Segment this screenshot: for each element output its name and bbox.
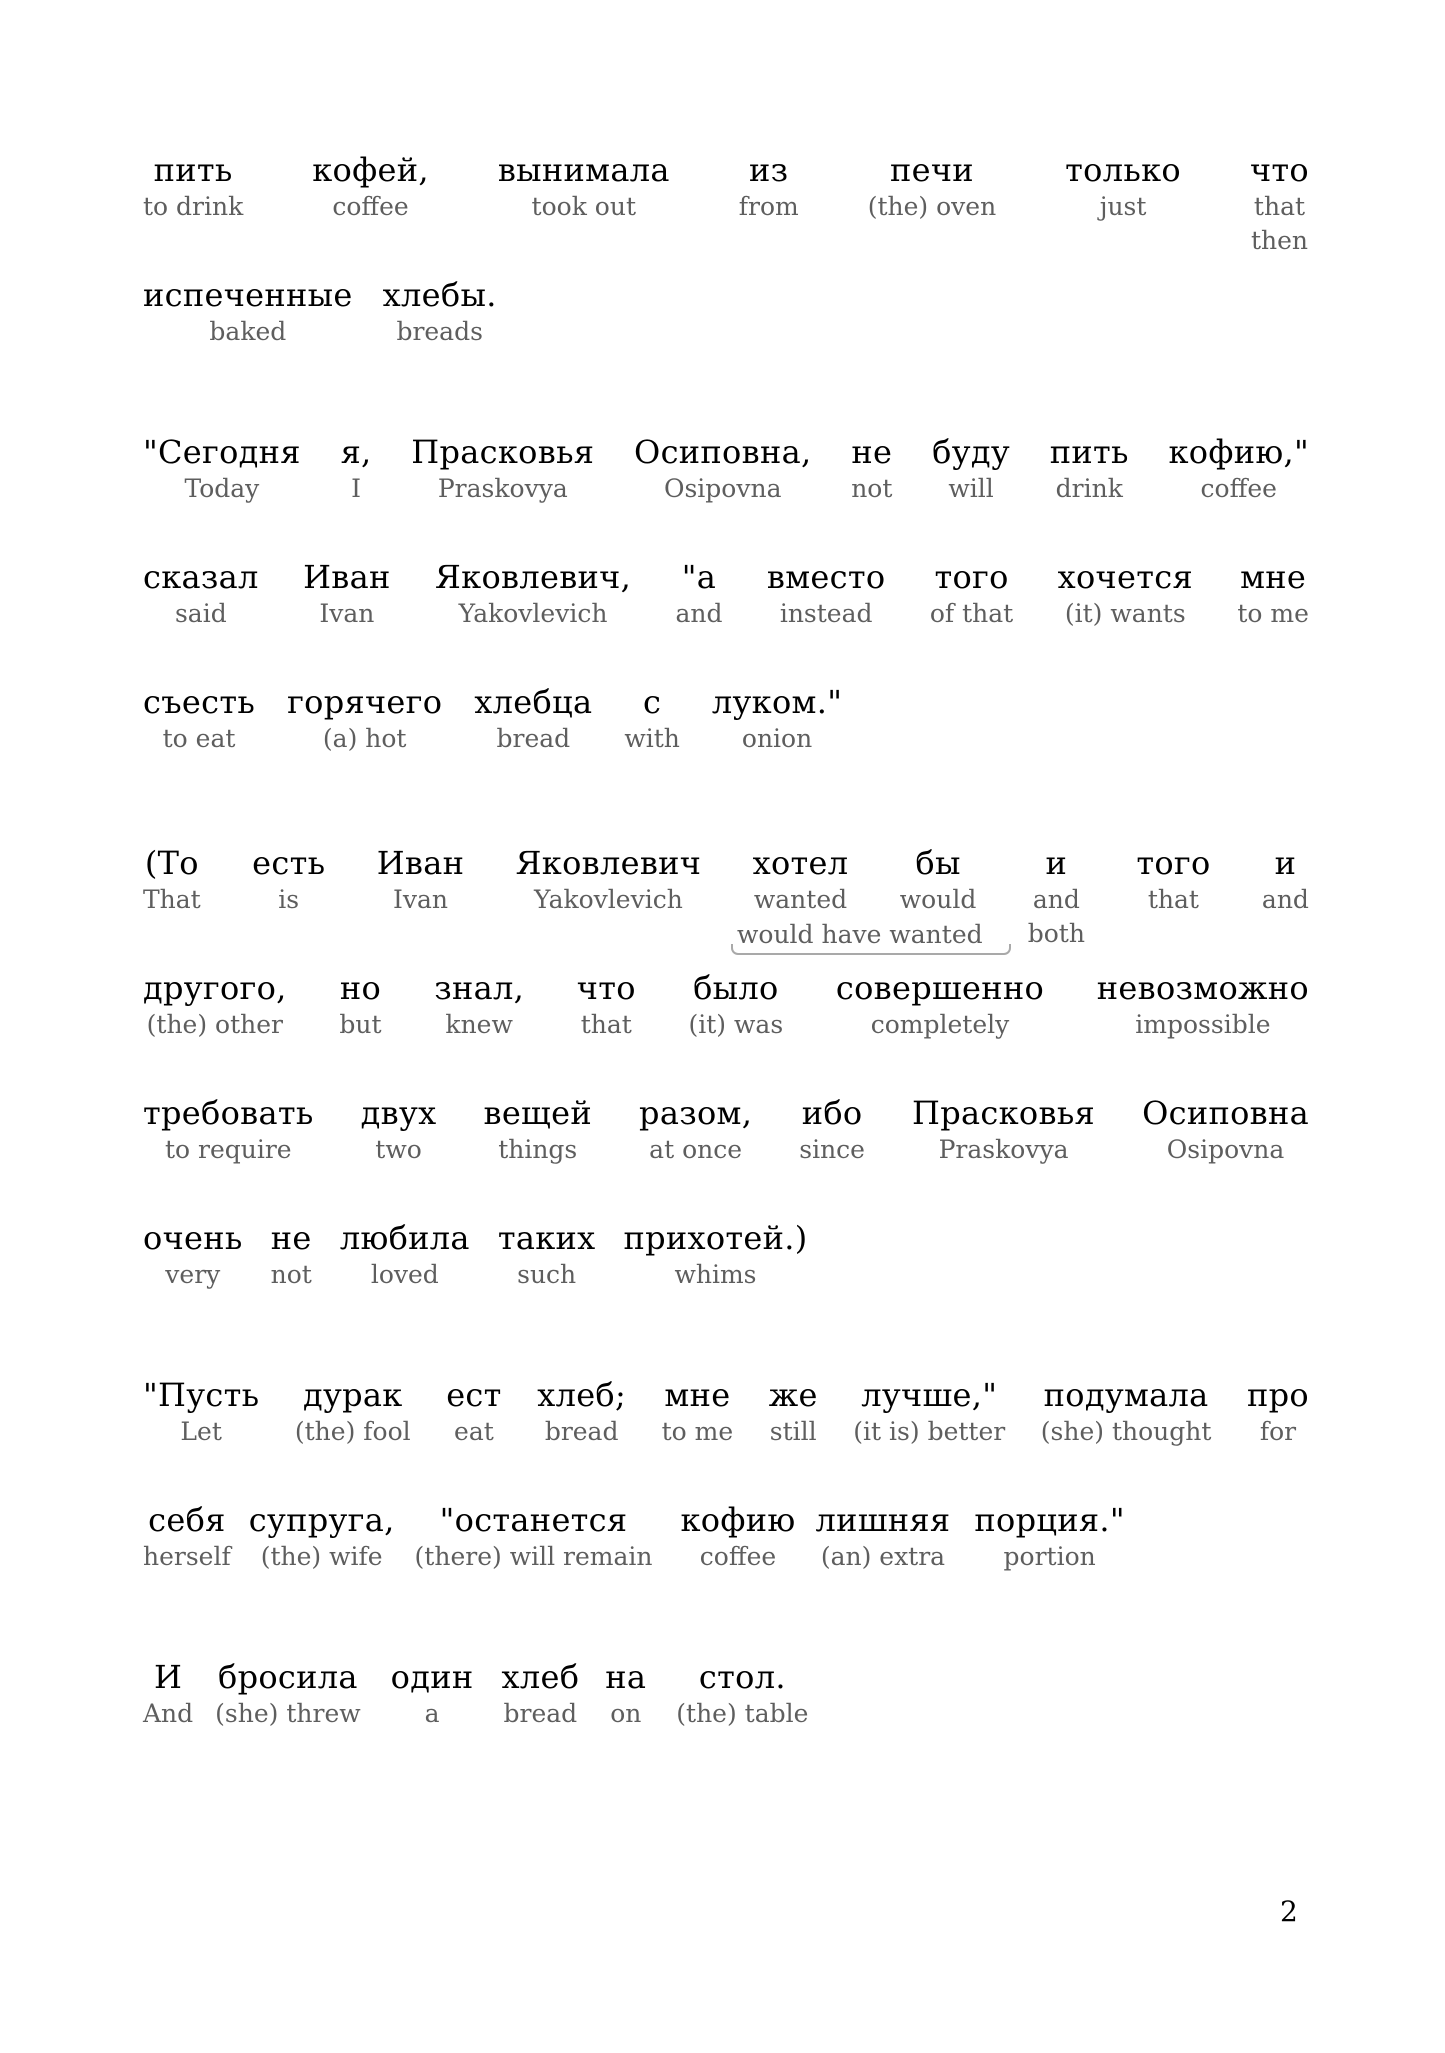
russian-word: испеченные <box>143 276 353 314</box>
text-line <box>143 682 1309 756</box>
word-pair <box>868 150 996 224</box>
word-pair <box>680 1500 795 1574</box>
russian-word: кофей, <box>312 151 429 189</box>
english-gloss: at once <box>649 1135 743 1164</box>
english-gloss: such <box>517 1260 577 1289</box>
word-pair <box>689 968 784 1042</box>
word-pair <box>1169 432 1310 506</box>
english-gloss: Yakovlevich <box>458 599 608 628</box>
english-gloss: bread <box>496 724 571 753</box>
text-line <box>143 843 1309 951</box>
word-pair <box>143 275 353 349</box>
russian-word: из <box>749 151 789 189</box>
russian-word: Прасковья <box>912 1094 1096 1132</box>
russian-word: печи <box>889 151 974 189</box>
word-pair <box>634 432 811 506</box>
russian-word: бы <box>915 844 961 882</box>
word-pair <box>383 275 497 349</box>
word-pair <box>295 1375 411 1449</box>
russian-word: на <box>605 1658 647 1696</box>
english-gloss-alt: then <box>1250 226 1308 255</box>
english-gloss: completely <box>870 1010 1010 1039</box>
russian-word: двух <box>360 1094 437 1132</box>
english-gloss: (it) was <box>688 1010 784 1039</box>
word-pair <box>339 968 381 1042</box>
word-pair <box>303 557 391 631</box>
word-pair <box>1250 150 1309 258</box>
english-gloss: drink <box>1055 474 1123 503</box>
english-gloss: and <box>675 599 723 628</box>
russian-word: И <box>153 1658 183 1696</box>
russian-word: съесть <box>143 683 256 721</box>
english-gloss: from <box>738 192 799 221</box>
english-gloss: baked <box>209 317 287 346</box>
text-line <box>143 1093 1309 1167</box>
word-pair <box>143 1375 259 1449</box>
text-line <box>143 432 1309 506</box>
english-gloss: knew <box>445 1010 513 1039</box>
english-gloss: on <box>610 1699 642 1728</box>
word-pair <box>143 432 301 506</box>
word-pair <box>1050 432 1129 506</box>
word-pair <box>377 843 465 917</box>
word-pair <box>484 1093 592 1167</box>
russian-word: вынимала <box>497 151 670 189</box>
word-pair <box>624 682 680 756</box>
english-gloss: That <box>143 885 201 914</box>
word-pair <box>143 1218 243 1292</box>
english-gloss: to eat <box>162 724 236 753</box>
english-gloss: Ivan <box>319 599 375 628</box>
english-gloss: whims <box>674 1260 757 1289</box>
russian-word: совершенно <box>835 969 1045 1007</box>
russian-word: другого, <box>143 969 287 1007</box>
russian-word: супруга, <box>248 1501 395 1539</box>
word-pair <box>271 1218 312 1292</box>
page-number: 2 <box>1280 1895 1298 1928</box>
english-gloss: just <box>1099 192 1147 221</box>
word-pair <box>143 682 255 756</box>
word-pair <box>662 1375 734 1449</box>
english-gloss: to require <box>164 1135 292 1164</box>
english-gloss: that <box>580 1010 632 1039</box>
text-line <box>143 1500 1309 1574</box>
word-pair <box>1136 843 1210 917</box>
russian-word: ест <box>446 1376 502 1414</box>
text-line <box>143 150 1309 258</box>
word-pair <box>1041 1375 1212 1449</box>
word-pair <box>434 968 524 1042</box>
english-gloss: (the) wife <box>260 1542 383 1571</box>
russian-word: Осиповна <box>1142 1094 1309 1132</box>
russian-word: хочется <box>1057 558 1193 596</box>
english-gloss: (a) hot <box>322 724 407 753</box>
english-gloss: bread <box>544 1417 619 1446</box>
russian-word: того <box>934 558 1009 596</box>
english-gloss: breads <box>396 317 483 346</box>
word-pair <box>767 557 886 631</box>
russian-word: (То <box>144 844 199 882</box>
russian-word: хлеб; <box>537 1376 627 1414</box>
english-gloss: (she) threw <box>215 1699 361 1728</box>
russian-word: знал, <box>434 969 525 1007</box>
word-pair <box>675 557 722 631</box>
word-pair <box>143 1657 193 1731</box>
phrase-bracket <box>731 944 1011 955</box>
russian-word: что <box>1249 151 1309 189</box>
word-pair <box>1097 968 1309 1042</box>
russian-word: лишняя <box>815 1501 951 1539</box>
russian-word: не <box>270 1219 312 1257</box>
russian-word: что <box>576 969 636 1007</box>
russian-word: таких <box>497 1219 596 1257</box>
russian-word: любила <box>339 1219 470 1257</box>
word-pair <box>143 150 243 224</box>
russian-word: про <box>1246 1376 1309 1414</box>
word-pair <box>501 1657 579 1731</box>
russian-word: "Пусть <box>143 1376 260 1414</box>
russian-word: Яковлевич, <box>435 558 632 596</box>
word-pair <box>739 150 799 224</box>
text-line <box>143 1657 1309 1731</box>
english-gloss: is <box>278 885 300 914</box>
english-gloss: (there) will remain <box>414 1542 653 1571</box>
russian-word: вместо <box>766 558 886 596</box>
english-gloss: for <box>1259 1417 1297 1446</box>
english-gloss: not <box>851 474 893 503</box>
russian-word: того <box>1136 844 1211 882</box>
english-gloss: two <box>375 1135 422 1164</box>
english-gloss: (the) fool <box>294 1417 411 1446</box>
english-gloss: since <box>799 1135 865 1164</box>
phrase-gloss: would have wanted <box>737 920 983 949</box>
word-pair <box>391 1657 474 1731</box>
russian-word: стол. <box>698 1658 786 1696</box>
english-gloss: that <box>1253 192 1306 221</box>
english-gloss: (it is) better <box>853 1417 1006 1446</box>
english-gloss: (the) table <box>676 1699 809 1728</box>
russian-word: же <box>768 1376 818 1414</box>
word-pair <box>474 682 592 756</box>
english-gloss: took out <box>531 192 636 221</box>
english-gloss: very <box>165 1260 221 1289</box>
word-pair <box>900 843 977 917</box>
word-pair <box>605 1657 646 1731</box>
english-gloss: Praskovya <box>437 474 568 503</box>
english-gloss: (an) extra <box>820 1542 946 1571</box>
english-gloss: and <box>1261 885 1309 914</box>
russian-word: с <box>643 683 662 721</box>
russian-word: буду <box>932 433 1010 471</box>
russian-word: невозможно <box>1096 969 1309 1007</box>
english-gloss: Osipovna <box>663 474 782 503</box>
russian-word: дурак <box>302 1376 403 1414</box>
russian-word: кофию <box>680 1501 796 1539</box>
english-gloss: Ivan <box>392 885 448 914</box>
russian-word: было <box>693 969 779 1007</box>
word-pair <box>312 150 429 224</box>
text-line <box>143 1218 1309 1292</box>
russian-word: и <box>1045 844 1068 882</box>
word-pair <box>1058 557 1193 631</box>
word-pair <box>676 1657 808 1731</box>
russian-word: я, <box>340 433 372 471</box>
word-pair <box>411 432 594 506</box>
word-pair <box>446 1375 501 1449</box>
russian-word: один <box>390 1658 474 1696</box>
english-gloss: and <box>1032 885 1080 914</box>
english-gloss: wanted <box>753 885 848 914</box>
word-pair <box>252 843 325 917</box>
text-line <box>143 1375 1309 1449</box>
russian-word: есть <box>252 844 326 882</box>
word-pair <box>753 843 849 917</box>
english-gloss: (the) oven <box>867 192 997 221</box>
word-pair <box>712 682 842 756</box>
russian-word: не <box>851 433 893 471</box>
russian-word: сказал <box>143 558 259 596</box>
word-pair <box>516 843 702 917</box>
word-pair <box>799 1093 865 1167</box>
word-pair <box>537 1375 626 1449</box>
word-pair <box>435 557 631 631</box>
russian-word: мне <box>1240 558 1307 596</box>
word-pair <box>769 1375 818 1449</box>
english-gloss: bread <box>503 1699 578 1728</box>
english-gloss: coffee <box>332 192 409 221</box>
word-pair <box>143 557 259 631</box>
russian-word: мне <box>664 1376 731 1414</box>
word-pair <box>1247 1375 1309 1449</box>
english-gloss: (it) wants <box>1064 599 1186 628</box>
word-pair <box>215 1657 360 1731</box>
word-pair <box>249 1500 395 1574</box>
word-pair <box>287 682 442 756</box>
russian-word: но <box>339 969 382 1007</box>
english-gloss: Let <box>180 1417 222 1446</box>
russian-word: очень <box>143 1219 243 1257</box>
russian-word: только <box>1065 151 1181 189</box>
russian-word: ибо <box>801 1094 863 1132</box>
russian-word: кофию," <box>1168 433 1309 471</box>
english-gloss: still <box>769 1417 817 1446</box>
word-pair <box>361 1093 437 1167</box>
word-pair <box>623 1218 807 1292</box>
word-pair <box>143 1093 314 1167</box>
word-pair <box>143 1500 231 1574</box>
russian-word: "останется <box>439 1501 628 1539</box>
word-pair <box>340 1218 470 1292</box>
word-pair <box>1262 843 1309 917</box>
russian-word: пить <box>153 151 233 189</box>
russian-word: "а <box>681 558 717 596</box>
english-gloss: of that <box>929 599 1014 628</box>
english-gloss: a <box>424 1699 440 1728</box>
russian-word: хлебы. <box>382 276 497 314</box>
word-pair <box>974 1500 1124 1574</box>
word-pair <box>639 1093 752 1167</box>
word-pair <box>851 432 892 506</box>
russian-word: и <box>1274 844 1297 882</box>
english-gloss: portion <box>1003 1542 1096 1571</box>
text-line <box>143 968 1309 1042</box>
english-gloss: loved <box>370 1260 439 1289</box>
russian-word: лучше," <box>861 1376 998 1414</box>
russian-word: Иван <box>376 844 465 882</box>
russian-word: горячего <box>287 683 443 721</box>
russian-word: прихотей.) <box>623 1219 808 1257</box>
english-gloss: Yakovlevich <box>534 885 683 914</box>
english-gloss: that <box>1147 885 1199 914</box>
word-pair <box>930 557 1013 631</box>
english-gloss: would <box>899 885 977 914</box>
word-pair <box>1028 843 1085 951</box>
russian-word: Иван <box>303 558 391 596</box>
english-gloss: instead <box>779 599 873 628</box>
english-gloss: coffee <box>699 1542 777 1571</box>
word-pair <box>912 1093 1095 1167</box>
word-pair <box>1065 150 1181 224</box>
english-gloss: but <box>339 1010 382 1039</box>
russian-word: требовать <box>143 1094 314 1132</box>
russian-word: "Сегодня <box>143 433 301 471</box>
english-gloss: (the) other <box>146 1010 283 1039</box>
russian-word: хотел <box>752 844 849 882</box>
word-pair <box>143 843 201 917</box>
text-line <box>143 557 1309 631</box>
russian-word: Яковлевич <box>515 844 702 882</box>
russian-word: вещей <box>483 1094 592 1132</box>
english-gloss: I <box>351 474 361 503</box>
russian-word: Прасковья <box>411 433 595 471</box>
russian-word: пить <box>1049 433 1129 471</box>
english-gloss: (she) thought <box>1040 1417 1212 1446</box>
russian-word: луком." <box>711 683 843 721</box>
russian-word: разом, <box>639 1094 753 1132</box>
word-pair <box>498 1218 596 1292</box>
word-pair <box>577 968 636 1042</box>
english-gloss: eat <box>454 1417 494 1446</box>
text-line <box>143 275 1309 349</box>
word-pair <box>815 1500 950 1574</box>
english-gloss: coffee <box>1200 474 1277 503</box>
english-gloss: to drink <box>143 192 244 221</box>
word-pair <box>1142 1093 1309 1167</box>
english-gloss: And <box>143 1699 194 1728</box>
russian-word: себя <box>148 1501 226 1539</box>
english-gloss: to me <box>661 1417 734 1446</box>
russian-word: порция." <box>974 1501 1125 1539</box>
english-gloss: impossible <box>1135 1010 1271 1039</box>
english-gloss: onion <box>741 724 813 753</box>
english-gloss: things <box>498 1135 578 1164</box>
russian-word: Осиповна, <box>634 433 812 471</box>
english-gloss: said <box>174 599 227 628</box>
english-gloss: herself <box>143 1542 231 1571</box>
word-pair <box>143 968 287 1042</box>
word-pair <box>341 432 372 506</box>
russian-word: хлебца <box>474 683 593 721</box>
word-pair <box>853 1375 1005 1449</box>
english-gloss: Osipovna <box>1166 1135 1285 1164</box>
word-pair <box>498 150 670 224</box>
russian-word: бросила <box>218 1658 358 1696</box>
english-gloss: Today <box>184 474 260 503</box>
english-gloss: Praskovya <box>938 1135 1069 1164</box>
russian-word: подумала <box>1043 1376 1209 1414</box>
english-gloss: to me <box>1237 599 1309 628</box>
russian-word: хлеб <box>501 1658 580 1696</box>
word-pair <box>1237 557 1309 631</box>
english-gloss: not <box>270 1260 312 1289</box>
word-pair <box>836 968 1044 1042</box>
english-gloss: with <box>624 724 680 753</box>
english-gloss-alt: both <box>1027 919 1085 948</box>
word-pair <box>932 432 1010 506</box>
word-pair <box>415 1500 653 1574</box>
english-gloss: will <box>948 474 994 503</box>
